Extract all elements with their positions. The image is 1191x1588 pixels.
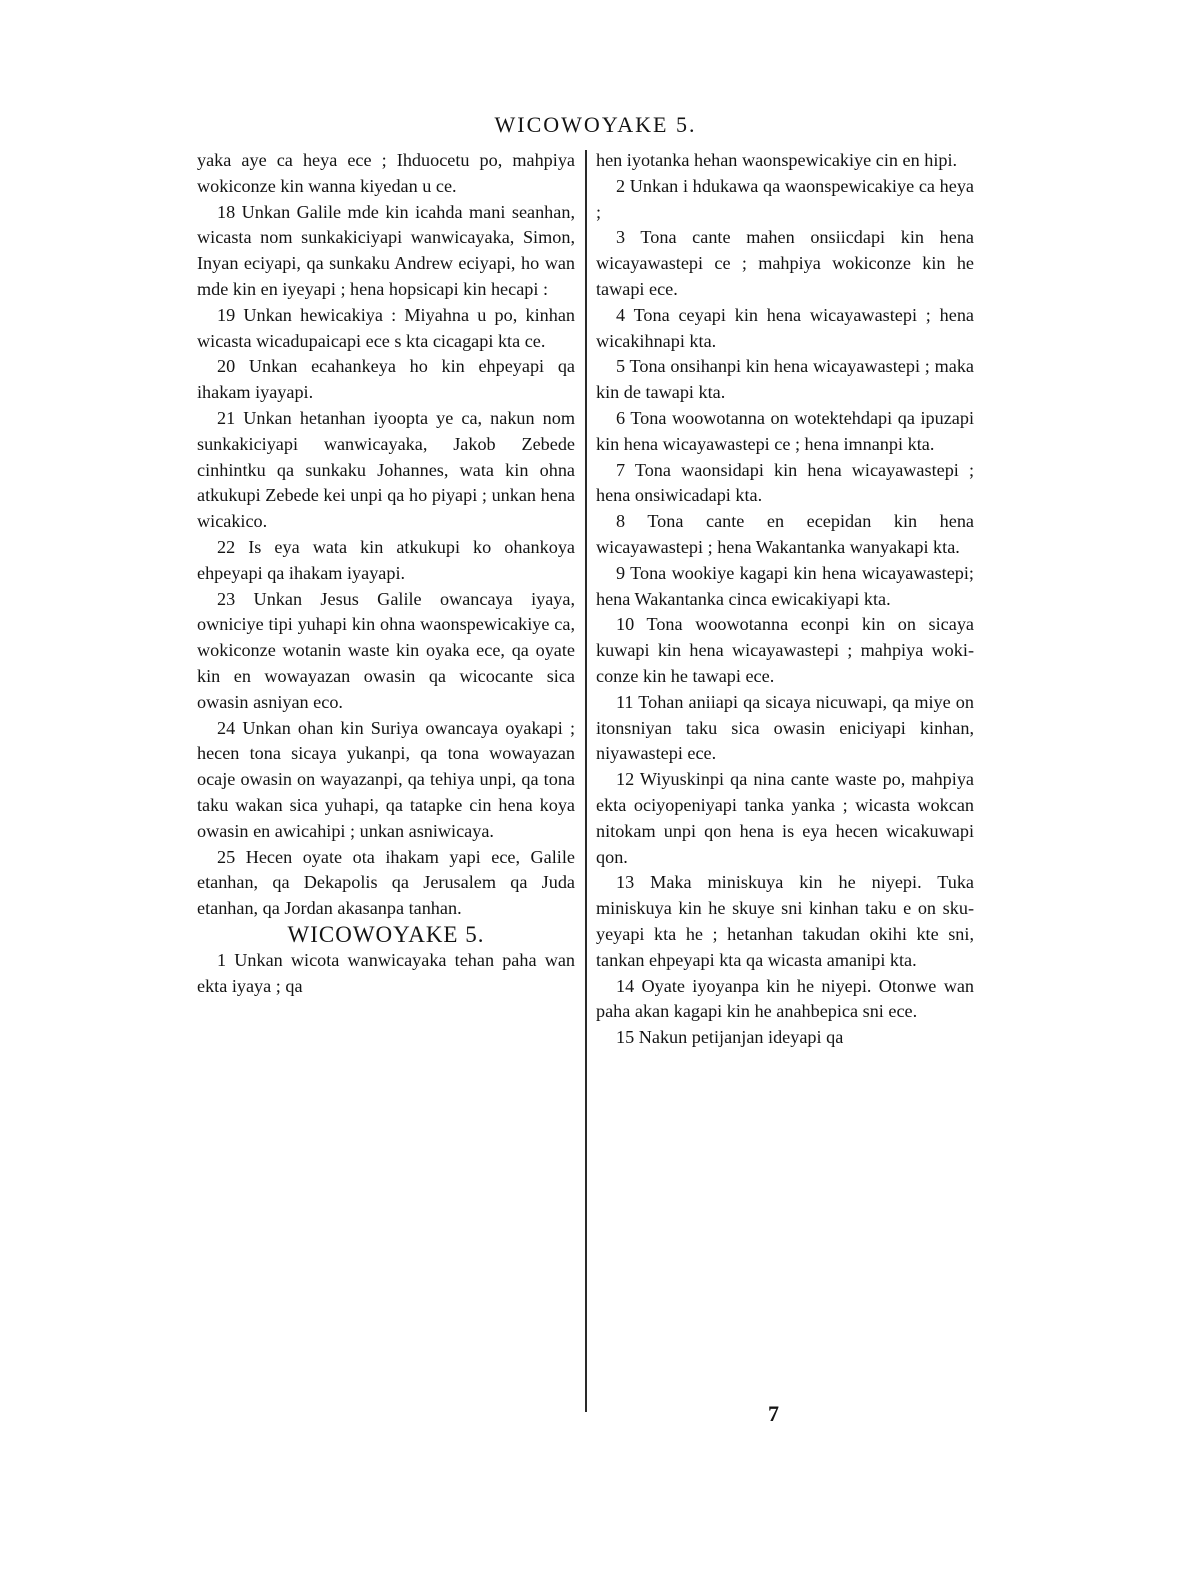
verse-7: 7 Tona waonsidapi kin hena wicayawastepi ; hena onsiwicadapi kta.	[596, 459, 974, 506]
running-head: WICOWOYAKE 5.	[494, 112, 697, 137]
chapter-heading: WICOWOYAKE 5.	[287, 921, 485, 947]
verse-22: 22 Is eya wata kin atkukupi ko ohankoya ehpeyapi qa ihakam iyayapi.	[197, 536, 575, 583]
verse-6: 6 Tona woowotanna on wotektehdapi qa ipuzapi kin hena wicayawastepi ce ; hena imnanpi kta.	[596, 407, 974, 454]
verse-8: 8 Tona cante en ecepidan kin hena wicayawastepi ; hena Wakantanka wanyakapi kta.	[596, 511, 974, 557]
verse-1: 1 Unkan wicota wanwicayaka tehan paha wan ekta iyaya ; qa	[197, 949, 575, 996]
page-number: 7	[768, 1401, 779, 1426]
left-column	[197, 148, 575, 999]
verse-24: 24 Unkan ohan kin Suriya owancaya oyakapi ; hecen tona sicaya yukanpi, qa tona wowayazan ocaje owasin on wayazanpi, qa tehiya unpi, qa tona taku wakan sica yuhapi, qa tatapke cin hena koya owasin en awicahipi ; unkan asniwicaya.	[197, 717, 575, 841]
verse-19: 19 Unkan hewicakiya : Miyahna u po, kinhan wicasta wicadupaicapi ece s kta cicagapi kta ce.	[197, 304, 575, 351]
right-column	[596, 148, 974, 1051]
verse-11: 11 Tohan aniiapi qa sicaya nicuwapi, qa miye on itonsniyan taku sica owasin eniciyapi kinhan, niyawastepi ece.	[596, 691, 974, 764]
verse-15: 15 Nakun petijanjan ideyapi qa	[616, 1027, 844, 1048]
verse-10: 10 Tona woowotanna econpi kin on sicaya kuwapi kin hena wicayawastepi ; mahpiya wokiconze kin he tawapi ece.	[596, 614, 974, 686]
column-rule	[585, 150, 587, 1412]
verse-13: 13 Maka miniskuya kin he niyepi. Tuka miniskuya kin he skuye sni kinhan taku e on skuyeyapi kta he ; hetanhan takudan okihi kte sni, tankan ehpeyapi kta qa wicasta amanipi kta.	[596, 872, 974, 970]
verse-12: 12 Wiyuskinpi qa nina cante waste po, mahpiya ekta ociyopeniyapi tanka yanka ; wicasta wokcan nitokam unpi qon hena is eya hecen wicakuwapi qon.	[596, 769, 974, 867]
verse-5: 5 Tona onsihanpi kin hena wicayawastepi ; maka kin de tawapi kta.	[596, 356, 974, 403]
paragraph: yaka aye ca heya ece ; Ihduocetu po, mahpiya wokiconze kin wanna kiyedan u ce.	[197, 150, 575, 196]
verse-23: 23 Unkan Jesus Galile owancaya iyaya, owniciye tipi yuhapi kin ohna waonspewicakiye ca, wokiconze wotanin waste kin oyaka ece, qa oyate kin en wowayazan owasin qa wicocante sica owasin asniyan eco.	[197, 588, 575, 712]
verse-2: 2 Unkan i hdukawa qa waonspewicakiye ca heya ;	[596, 175, 974, 222]
verse-4: 4 Tona ceyapi kin hena wicayawastepi ; hena wicakihnapi kta.	[596, 304, 974, 351]
verse-18: 18 Unkan Galile mde kin icahda mani seanhan, wicasta nom sunkakiciyapi wanwicayaka, Simon, Inyan eciyapi, qa sunkaku Andrew eciyapi, ho wan mde kin en iyeyapi ; hena hopsicapi kin hecapi :	[197, 201, 575, 299]
verse-25: 25 Hecen oyate ota ihakam yapi ece, Galile etanhan, qa Dekapolis qa Jerusalem qa Juda etanhan, qa Jordan akasanpa tanhan.	[197, 846, 575, 919]
verse-20: 20 Unkan ecahankeya ho kin ehpeyapi qa ihakam iyayapi.	[197, 356, 575, 403]
verse-21: 21 Unkan hetanhan iyoopta ye ca, nakun nom sunkakiciyapi wanwicayaka, Jakob Zebede cinhintku qa sunkaku Johannes, wata kin ohna atkukupi Zebede kei unpi qa ho piyapi ; unkan hena wicakico.	[197, 407, 575, 532]
verse-9: 9 Tona wookiye kagapi kin hena wicayawastepi; hena Wakantanka cinca ewicakiyapi kta.	[596, 562, 974, 609]
verse-3: 3 Tona cante mahen onsiicdapi kin hena wicayawastepi ce ; mahpiya wokiconze kin he tawapi ece.	[596, 227, 974, 299]
paragraph: hen iyotanka hehan waonspewicakiye cin en hipi.	[596, 150, 958, 170]
verse-14: 14 Oyate iyoyanpa kin he niyepi. Otonwe wan paha akan kagapi kin he anahbepica sni ece.	[596, 975, 974, 1022]
